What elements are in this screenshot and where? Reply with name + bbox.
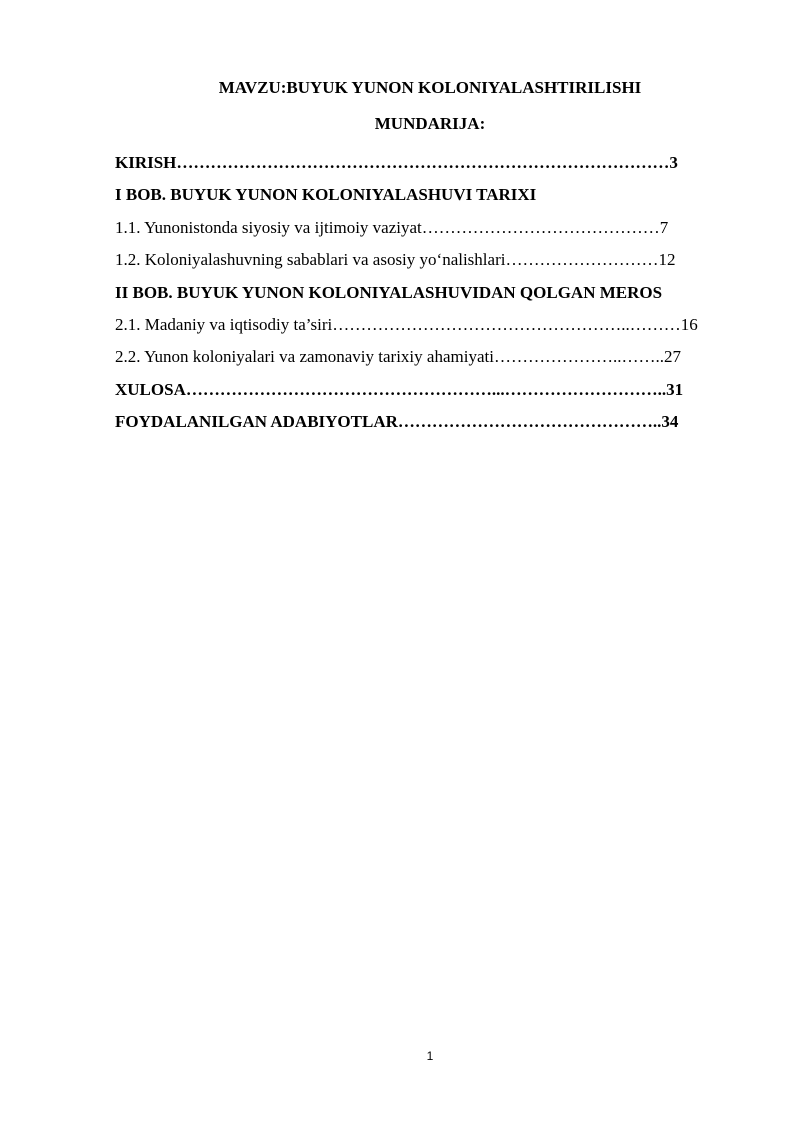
toc-entry-text: 1.2. Koloniyalashuvning sabablari va asosiy yo‘nalishlari………………………12 [115,250,676,270]
toc-entry-section-1-2 [115,249,738,281]
toc-entry-section-2-1 [115,314,738,346]
toc-entry-text: KIRISH……………………………………………………………………………3 [115,153,678,172]
table-of-contents [115,152,738,444]
toc-entry-text: 2.2. Yunon koloniyalari va zamonaviy tarixiy ahamiyati…………………..……..27 [115,347,681,367]
toc-entry-text: XULOSA………………………………………………...………………………..31 [115,379,684,399]
page-number: 1 [426,1049,434,1063]
toc-entry-text: 2.1. Madaniy va iqtisodiy ta’siri……………………………………………..………16 [115,314,698,334]
toc-entry-chapter-1 [115,184,738,216]
toc-entry-text: II BOB. BUYUK YUNON KOLONIYALASHUVIDAN QOLGAN MEROS [115,282,663,302]
toc-entry-section-2-2 [115,346,738,378]
toc-entry-section-1-1 [115,217,738,249]
toc-entry-text: I BOB. BUYUK YUNON KOLONIYALASHUVI TARIXI [115,185,537,205]
toc-entry-introduction [115,152,738,184]
document-title: MAVZU:BUYUK YUNON KOLONIYALASHTIRILISHI [218,78,642,97]
toc-entry-text: FOYDALANILGAN ADABIYOTLAR………………………………………..34 [115,412,679,432]
toc-entry-text: 1.1. Yunonistonda siyosiy va ijtimoiy vaziyat……………………………………7 [115,217,669,237]
toc-entry-references [115,411,738,443]
toc-entry-chapter-2 [115,282,738,314]
toc-entry-conclusion [115,379,738,411]
table-of-contents-heading: MUNDARIJA: [374,114,486,133]
